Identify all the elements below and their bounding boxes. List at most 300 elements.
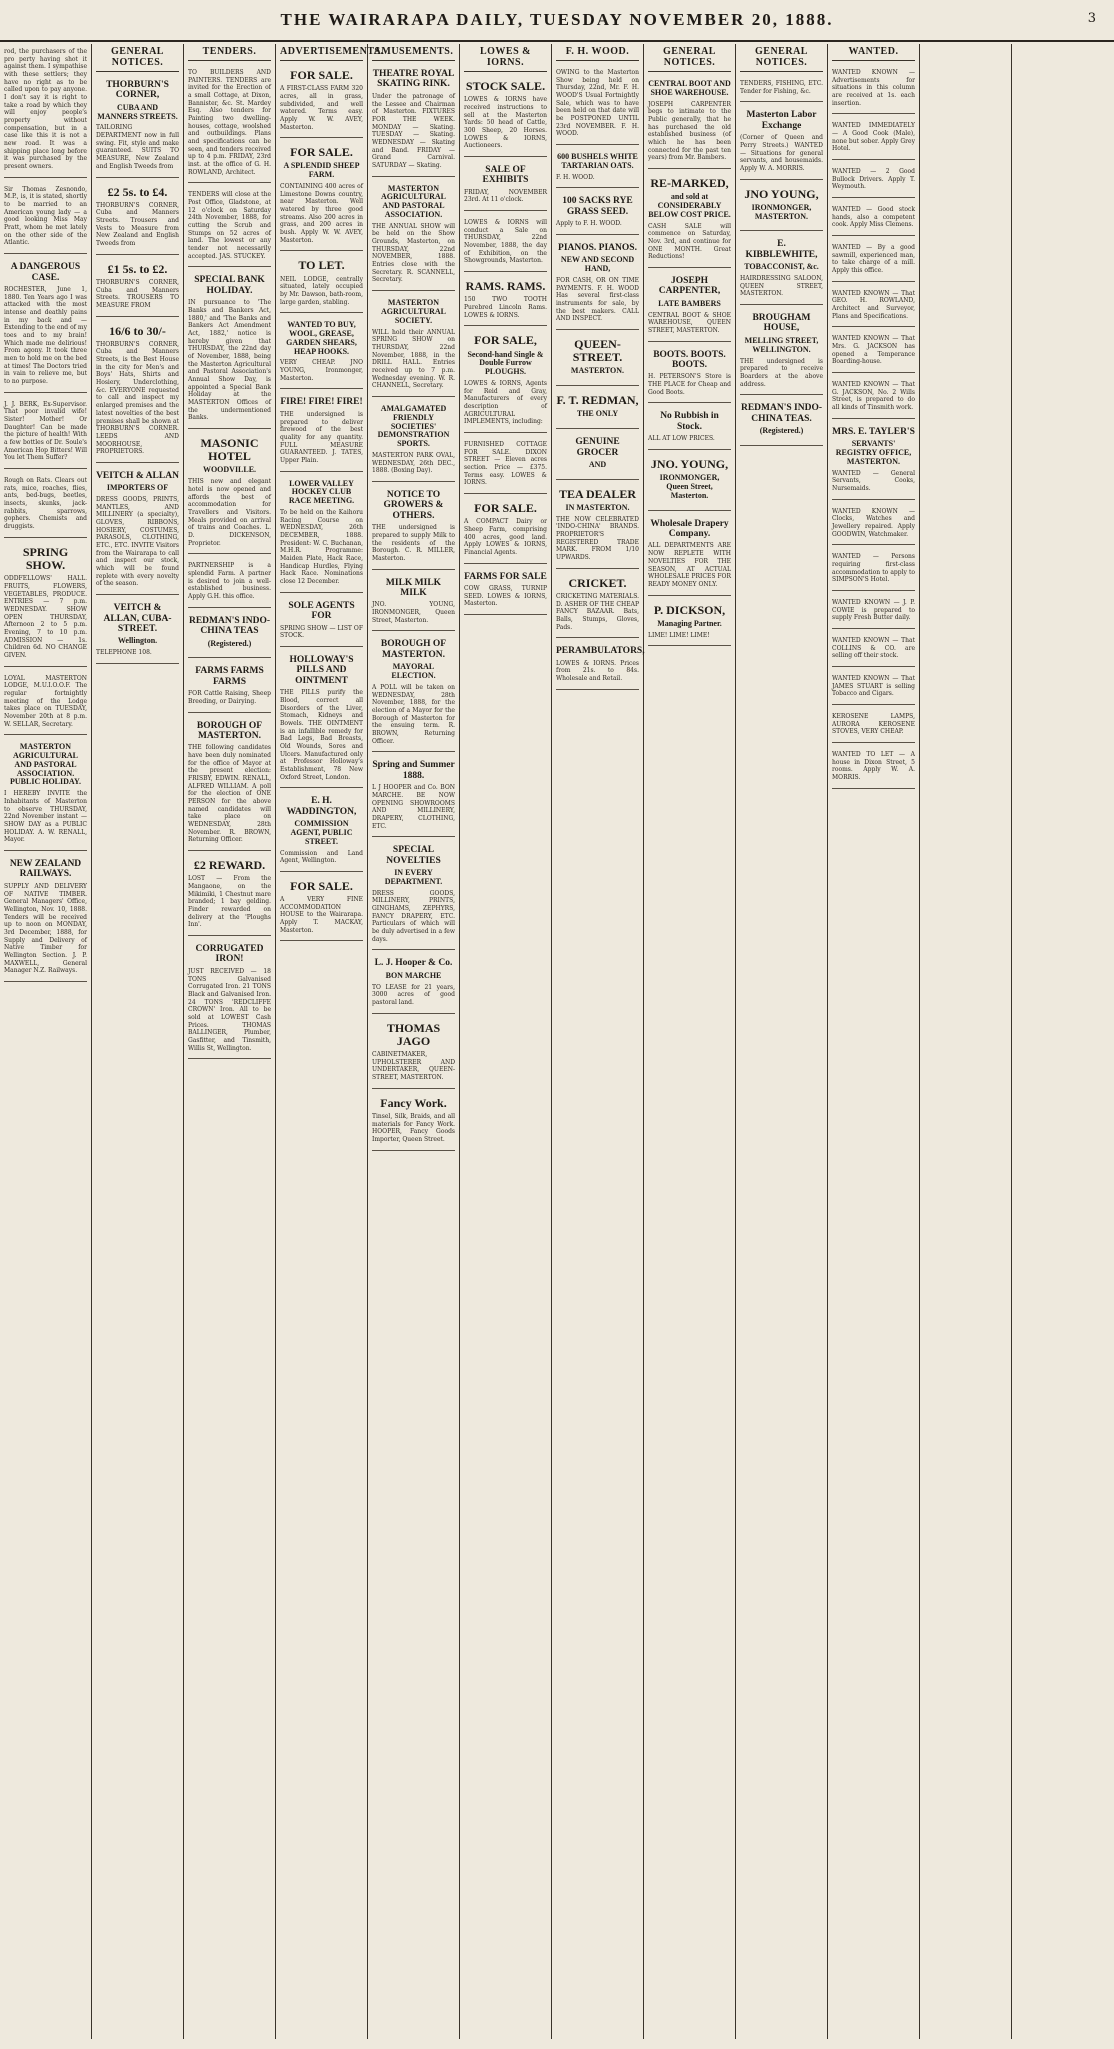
advertisement-block bbox=[648, 346, 731, 404]
advertisement-body: JNO. YOUNG, IRONMONGER, Queen Street, Masterton. bbox=[372, 601, 455, 624]
advertisement-body: Commission and Land Agent, Wellington. bbox=[280, 849, 363, 865]
advertisement-body: WANTED KNOWN — That COLLINS & CO. are selling off their stock. bbox=[832, 637, 915, 660]
advertisement-block bbox=[96, 467, 179, 595]
advertisement-body: ODDFELLOWS' HALL. FRUITS, FLOWERS, VEGETABLES, PRODUCE. ENTRIES — 7 p.m. WEDNESDAY. SHOW OPEN THURSDAY, Afternoon 2 to 5 p.m. Evening, 7 to 10 p.m. ADMISSION — 1s. Children 6d. NO CHANGE GIVEN. bbox=[4, 575, 87, 659]
column-heading: LOWES & IORNS. bbox=[464, 44, 547, 72]
advertisement-heading: REDMAN'S INDO-CHINA TEAS. bbox=[740, 403, 822, 424]
advertisement-block bbox=[372, 635, 455, 752]
advertisement-block bbox=[832, 377, 915, 419]
advertisement-subheading: IMPORTERS OF bbox=[106, 483, 169, 493]
advertisement-block bbox=[4, 182, 87, 254]
advertisement-body: JUST RECEIVED — 18 TONS Galvanised Corrugated Iron. 21 TONS Black and Galvanised Iron. 24 TONS 'REDCLIFFE CROWN' Iron. All to be sold at LOWEST Cash Prices. THOMAS BALLINGER, Plumber, Gasfitter, and Tinsmith, Willis St, Wellington. bbox=[188, 967, 271, 1052]
advertisement-heading: JNO YOUNG, bbox=[744, 186, 819, 201]
advertisement-body: THORBURN'S CORNER, Cuba and Manners Streets. TROUSERS TO MEASURE FROM bbox=[96, 278, 179, 309]
advertisement-block bbox=[188, 65, 271, 183]
advertisement-heading: MASTERTON AGRICULTURAL SOCIETY. bbox=[380, 298, 447, 325]
advertisement-heading: F. T. REDMAN, bbox=[556, 393, 639, 408]
advertisement-block bbox=[464, 498, 547, 564]
advertisement-subheading: IRONMONGER, MASTERTON. bbox=[751, 202, 812, 221]
advertisement-subheading: MASTERTON. bbox=[570, 366, 625, 376]
advertisement-heading: £1 5s. to £2. bbox=[107, 261, 168, 276]
advertisement-heading: SPECIAL BANK HOLIDAY. bbox=[194, 275, 265, 296]
advertisement-body: WANTED IMMEDIATELY — A Good Cook (Male), none but sober. Apply Grey Hotel. bbox=[832, 122, 915, 153]
column-5 bbox=[368, 44, 460, 2039]
advertisement-block bbox=[832, 65, 915, 114]
column-heading: TENDERS. bbox=[188, 44, 271, 61]
advertisement-body: 150 TWO TOOTH Purebred Lincoln Rams. LOWES & IORNS. bbox=[464, 296, 547, 319]
advertisement-heading: FOR SALE. bbox=[474, 500, 537, 515]
advertisement-heading: WANTED TO BUY, WOOL, GREASE, GARDEN SHEARS, HEAP HOOKS. bbox=[286, 320, 357, 356]
advertisement-block bbox=[464, 76, 547, 157]
advertisement-heading: THOMAS JAGO bbox=[386, 1020, 441, 1048]
advertisement-heading: JOSEPH CARPENTER, bbox=[658, 275, 721, 297]
advertisement-block bbox=[464, 161, 547, 211]
advertisement-heading: STOCK SALE. bbox=[465, 79, 546, 93]
advertisement-body: CABINETMAKER, UPHOLSTERER AND UNDERTAKER, QUEEN-STREET, MASTERTON. bbox=[372, 1051, 455, 1082]
advertisement-heading: £2 REWARD. bbox=[193, 858, 266, 873]
advertisement-heading: RE-MARKED, bbox=[650, 175, 729, 190]
advertisement-body: PARTNERSHIP is a splendid Farm. A partner is desired to join a well-established business. Apply G.H. this office. bbox=[188, 562, 271, 600]
advertisement-body: WANTED KNOWN — Clocks, Watches and Jewellery repaired. Apply GOODWIN, Watchmaker. bbox=[832, 507, 915, 538]
advertisement-block bbox=[740, 184, 823, 232]
advertisement-block bbox=[556, 65, 639, 145]
advertisement-block bbox=[556, 573, 639, 639]
advertisement-subheading: TOBACCONIST, &c. bbox=[744, 262, 819, 272]
advertisement-block bbox=[832, 331, 915, 373]
advertisement-body: THE NOW CELEBRATED 'INDO-CHINA' BRANDS. PROPRIETOR'S REGISTERED TRADE MARK. FROM 1/10 UPWARDS. bbox=[556, 515, 639, 562]
advertisement-body: Under the patronage of the Lessee and Chairman of Masterton. FIXTURES FOR THE WEEK. MONDAY — Skating. TUESDAY — Skating. WEDNESDAY — Skating and Band. FRIDAY — Grand Carnival. SATURDAY — Skating. bbox=[372, 92, 455, 169]
advertisement-heading: SALE OF EXHIBITS bbox=[482, 164, 529, 186]
advertisement-body: A POLL will be taken on WEDNESDAY, 28th November, 1888, for the election of a Mayor for the Borough of Masterton for the ensuing term. R. BROWN, Returning Officer. bbox=[372, 683, 455, 745]
advertisement-block bbox=[372, 1018, 455, 1089]
advertisement-heading: QUEEN-STREET. bbox=[572, 336, 623, 365]
advertisement-block bbox=[188, 855, 271, 936]
advertisement-heading: BOROUGH OF MASTERTON. bbox=[196, 720, 263, 741]
advertisement-block bbox=[4, 671, 87, 736]
column-2 bbox=[92, 44, 184, 2039]
advertisement-heading: A DANGEROUS CASE. bbox=[10, 262, 81, 283]
advertisement-heading: Wholesale Drapery Company. bbox=[650, 518, 729, 540]
advertisement-heading: FARMS FOR SALE bbox=[464, 571, 547, 582]
advertisement-subheading: LATE BAMBERS bbox=[658, 298, 721, 308]
advertisement-body: NEIL LODGE, centrally situated, lately occupied by Mr. Dawson, bath-room, large garden, stabling. bbox=[280, 275, 363, 306]
advertisement-block bbox=[96, 76, 179, 178]
advertisement-body: Apply to F. H. WOOD. bbox=[556, 220, 622, 228]
column-heading: WANTED. bbox=[832, 44, 915, 61]
advertisement-block bbox=[280, 597, 363, 647]
advertisement-heading: BOOTS. BOOTS. BOOTS. bbox=[653, 349, 726, 371]
advertisement-block bbox=[648, 454, 731, 511]
advertisement-block bbox=[188, 433, 271, 554]
advertisement-body: WANTED KNOWN — J. P. COWIE is prepared to supply Fresh Butter daily. bbox=[832, 599, 915, 622]
advertisement-heading: £2 5s. to £4. bbox=[107, 184, 168, 199]
advertisement-subheading: COMMISSION AGENT, PUBLIC STREET. bbox=[290, 819, 353, 846]
advertisement-block bbox=[648, 272, 731, 342]
advertisement-block bbox=[188, 717, 271, 852]
advertisement-block bbox=[280, 317, 363, 389]
advertisement-heading: CENTRAL BOOT AND SHOE WAREHOUSE. bbox=[648, 79, 731, 97]
advertisement-heading: MASTERTON AGRICULTURAL AND PASTORAL ASSOCIATION. PUBLIC HOLIDAY. bbox=[10, 742, 81, 787]
advertisement-block bbox=[188, 940, 271, 1059]
advertisement-subheading: Second-hand Single & Double Furrow PLOUGHS. bbox=[467, 349, 544, 377]
advertisement-subheading: AND bbox=[588, 459, 607, 469]
column-9 bbox=[736, 44, 828, 2039]
advertisement-heading: VEITCH & ALLAN bbox=[96, 470, 179, 481]
advertisement-heading: AMALGAMATED FRIENDLY SOCIETIES' DEMONSTRATION SPORTS. bbox=[377, 403, 450, 449]
advertisement-subheading: WOODVILLE. bbox=[202, 465, 257, 475]
advertisement-body: SUPPLY AND DELIVERY OF NATIVE TIMBER. General Managers' Office, Wellington, Nov. 10, 1888. Tenders will be received up to noon on MONDAY, 3rd December, 1888, for Supply and Delivery of Native Timber for Wellington Section. J. P. MAXWELL, General Manager N.Z. Railways. bbox=[4, 882, 87, 975]
advertisement-block bbox=[648, 407, 731, 450]
advertisement-heading: TEA DEALER bbox=[558, 486, 637, 501]
advertisement-block bbox=[740, 309, 823, 395]
advertisement-block bbox=[4, 542, 87, 667]
advertisement-body: SPRING SHOW — LIST OF STOCK. bbox=[280, 624, 363, 640]
column-3 bbox=[184, 44, 276, 2039]
advertisement-body: WANTED — By a good sawmill, experienced man, to take charge of a mill. Apply this office. bbox=[832, 244, 915, 275]
advertisement-heading: SPRING SHOW. bbox=[22, 544, 69, 572]
advertisement-block bbox=[372, 486, 455, 570]
advertisement-body: IN pursuance to 'The Banks and Bankers Act, 1880,' and 'The Banks and Bankers Act Amendment Act, 1882,' notice is hereby given that THURSDAY, the 22nd day of November, 1888, being the Masterton Agricultural and Pastoral Association's Annual Show Day, is appointed a Special Bank Holiday at the MASTERTON Offices of the undermentioned Banks. bbox=[188, 299, 271, 422]
advertisement-heading: FOR SALE, bbox=[474, 333, 537, 348]
advertisement-block bbox=[188, 612, 271, 659]
advertisement-heading: FOR SALE. bbox=[290, 68, 353, 82]
advertisement-body: WANTED KNOWN — That JAMES STUART is selling Tobacco and Cigars. bbox=[832, 675, 915, 698]
advertisement-body: JOSEPH CARPENTER begs to intimate to the Public generally, that he has purchased the old established business (of which he has been connected for the past ten years) from Mr. Bambers. bbox=[648, 100, 731, 162]
advertisement-block bbox=[280, 792, 363, 872]
advertisement-body: WANTED — Persons requiring first-class accommodation to apply to SIMPSON'S Hotel. bbox=[832, 553, 915, 584]
advertisement-heading: Fancy Work. bbox=[380, 1095, 447, 1110]
column-heading: ADVERTISEMENTS. bbox=[280, 44, 363, 61]
advertisement-block bbox=[740, 399, 823, 446]
advertisement-block bbox=[372, 295, 455, 397]
advertisement-block bbox=[96, 321, 179, 463]
advertisement-block bbox=[188, 558, 271, 607]
advertisement-body: WANTED KNOWN — Advertisements for situations in this column are received at 1s. each insertion. bbox=[832, 69, 915, 107]
advertisement-body: CONTAINING 400 acres of Limestone Downs country, near Masterton. Well watered by three good streams. Also 200 acres in grass, and 200 acres in bush. Apply W. W. AVEY, Masterton. bbox=[280, 183, 363, 244]
advertisement-body: A COMPACT Dairy or Sheep Farm, comprising 400 acres, good land. Apply LOWES & IORNS, Financial Agents. bbox=[464, 518, 547, 556]
advertisement-body: I HEREBY INVITE the Inhabitants of Masterton to observe THURSDAY, 22nd November instant — SHOW DAY as a PUBLIC HOLIDAY. A. W. RENALL, Mayor. bbox=[4, 790, 87, 844]
column-4 bbox=[276, 44, 384, 2039]
advertisement-subheading: THE ONLY bbox=[576, 409, 619, 419]
advertisement-heading: SOLE AGENTS FOR bbox=[288, 600, 355, 622]
advertisement-block bbox=[280, 65, 363, 138]
advertisement-body: CENTRAL BOOT & SHOE WAREHOUSE, QUEEN STREET, MASTERTON. bbox=[648, 311, 731, 334]
advertisement-body: rod, the purchasers of the pro perty having shot it against them. I sympathise with these settlers; they have no right as to be called upon to pay anyone. I don't say it is right to take a road by which they will enjoy people's property without compensation, but in a case like this it is not a new road. It was a shipping place long before it was purchased by the present owners. bbox=[4, 48, 87, 171]
advertisement-subheading: A SPLENDID SHEEP FARM. bbox=[283, 161, 360, 180]
advertisement-body: THORBURN'S CORNER, Cuba and Manners Streets. Trousers and Vests to Measure from New Zealand and English Tweeds from bbox=[96, 201, 179, 248]
advertisement-body: THE undersigned is prepared to deliver firewood of the best quality for any quantity. FULL MEASURE GUARANTEED. J. TATES, Upper Plain. bbox=[280, 410, 363, 464]
advertisement-heading: MASONIC HOTEL bbox=[200, 436, 259, 464]
advertisement-body: TELEPHONE 108. bbox=[96, 649, 152, 657]
advertisement-block bbox=[740, 76, 823, 102]
advertisement-body: To be held on the Kaihoru Racing Course on WEDNESDAY, 26th DECEMBER, 1888. President: W. C. Buchanan, M.H.R. Programme: Maiden Plate, Hack Race, Handicap Hurdles, Flying Hack Race. Nominations close 12 December. bbox=[280, 508, 363, 586]
advertisement-body: L J HOOPER and Co. BON MARCHE. BE NOW OPENING SHOWROOMS AND MILLINERY, DRAPERY, CLOTHING, ETC. bbox=[372, 784, 455, 830]
advertisement-body: A VERY FINE ACCOMMODATION HOUSE to the Wairarapa. Apply T. MACKAY, Masterton. bbox=[280, 896, 363, 934]
advertisement-block bbox=[464, 330, 547, 433]
advertisement-heading: RAMS. RAMS. bbox=[465, 279, 546, 294]
advertisement-block bbox=[4, 258, 87, 393]
advertisement-subheading: IN MASTERTON. bbox=[565, 502, 630, 512]
advertisement-block bbox=[556, 239, 639, 330]
advertisement-body: THORBURN'S CORNER, Cuba and Manners Streets, is the Best House in the city for Men's and Boys' Hats, Shirts and Hosiery, Underclothing, &c. EVERYONE requested to call and inspect my enlarged premises and the latest novelties of the best premises shall be shown at THORBURN'S CORNER. LEEDS AND MOORHOUSE, PROPRIETORS. bbox=[96, 340, 179, 456]
advertisement-block bbox=[832, 164, 915, 198]
advertisement-heading: 16/6 to 30/- bbox=[109, 323, 166, 338]
advertisement-heading: MASTERTON AGRICULTURAL AND PASTORAL ASSOCIATION. bbox=[380, 183, 447, 219]
advertisement-block bbox=[372, 181, 455, 292]
advertisement-body: WANTED KNOWN — That G. JACKSON, No. 2 Wills Street, is prepared to do all kinds of Tinsmith work. bbox=[832, 381, 915, 412]
advertisement-body: WANTED — 2 Good Bullock Drivers. Apply T. Weymouth. bbox=[832, 168, 915, 191]
advertisement-block bbox=[556, 334, 639, 386]
advertisement-heading: FOR SALE. bbox=[290, 878, 353, 893]
advertisement-body: J. J. BERK, Ex-Supervisor. That poor invalid wife! Sister! Mother! Or Daughter! Can be made the picture of health! With a few bottles of Dr. Soule's American Hop Bitters! Will You let Them Suffer? bbox=[4, 400, 87, 462]
advertisement-block bbox=[280, 476, 363, 593]
advertisement-block bbox=[648, 173, 731, 268]
column-heading: GENERAL NOTICES. bbox=[648, 44, 731, 72]
advertisement-heading: REDMAN'S INDO-CHINA TEAS bbox=[188, 615, 270, 637]
advertisement-block bbox=[832, 423, 915, 500]
advertisement-subheading: MAYORAL ELECTION. bbox=[391, 662, 436, 681]
advertisement-block bbox=[464, 437, 547, 494]
advertisement-subheading: BON MARCHE bbox=[385, 970, 442, 980]
advertisement-body: WANTED KNOWN — That GEO. H. ROWLAND, Architect and Surveyor, Plans and Specifications. bbox=[832, 289, 915, 320]
advertisement-body: Rough on Rats. Clears out rats, mice, roaches, flies, ants, bed-bugs, beetles, insects, skunks, jack-rabbits, sparrows, gophers. Chemists and druggists. bbox=[4, 477, 87, 531]
advertisement-body: THIS new and elegant hotel is now opened and affords the best of accommodation for Travellers and Visitors. Meals provided on arrival of trains and Coaches. L. D. DICKENSON, Proprietor. bbox=[188, 478, 271, 547]
advertisement-body: FOR CASH, OR ON TIME PAYMENTS. F. H. WOOD Has several first-class instruments for sale, by the best makers. CALL AND INSPECT. bbox=[556, 276, 639, 323]
advertisement-block bbox=[372, 1093, 455, 1151]
advertisement-subheading: and sold at CONSIDERABLY BELOW COST PRICE. bbox=[648, 192, 731, 219]
advertisement-body: MASTERTON PARK OVAL, WEDNESDAY, 26th DEC., 1888. (Boxing Day). bbox=[372, 451, 455, 475]
advertisement-block bbox=[832, 202, 915, 236]
advertisement-body: Sir Thomas Zesnondo, M.P., is, it is stated, shortly to be married to an American young lady — a good looking Miss May Pratt, whom he met lately on the other side of the Atlantic. bbox=[4, 185, 87, 247]
advertisement-heading: L. J. Hooper & Co. bbox=[374, 958, 453, 969]
advertisement-heading: VEITCH & ALLAN, CUBA-STREET. bbox=[103, 603, 172, 635]
advertisement-body: THE undersigned is prepared to supply Milk to the residents of the Borough. C. R. MILLER, Masterton. bbox=[372, 524, 455, 562]
advertisement-body: (Corner of Queen and Perry Streets.) WANTED — Situations for general servants, and housemaids. Apply W. A. MORRIS. bbox=[740, 134, 823, 172]
advertisement-heading: CORRUGATED IRON! bbox=[195, 944, 264, 965]
advertisement-block bbox=[96, 259, 179, 317]
advertisement-block bbox=[832, 747, 915, 789]
advertisement-heading: P. DICKSON, bbox=[653, 602, 726, 617]
advertisement-body: WANTED — Good stock hands, also a competent cook. Apply Miss Clemens. bbox=[832, 206, 915, 229]
advertisement-block bbox=[832, 504, 915, 546]
advertisement-body: ALL AT LOW PRICES. bbox=[648, 435, 715, 443]
advertisement-body: THE following candidates have been duly nominated for the office of Mayor at the present election: FRISBY, EDWIN. RENALL, ALFRED WILLIAM. A poll for the election of ONE PERSON for the above named candidates will take place on WEDNESDAY, 28th November. R. BROWN, Returning Officer. bbox=[188, 744, 271, 844]
advertisement-body: VERY CHEAP. JNO YOUNG, Ironmonger, Masterton. bbox=[280, 359, 363, 382]
advertisement-subheading: CUBA AND MANNERS STREETS. bbox=[97, 102, 178, 121]
advertisement-heading: BROUGHAM HOUSE, bbox=[752, 313, 811, 334]
advertisement-heading: No Rubbish in Stock. bbox=[660, 411, 719, 432]
advertisement-heading: THEATRE ROYAL SKATING RINK. bbox=[372, 69, 455, 90]
advertisement-body: DRESS GOODS, PRINTS, MANTLES, AND MILLINERY (a specialty), GLOVES, RIBBONS, HOSIERY, COSTUMES, PARASOLS, CLOTHING, ETC., ETC. INVITE Visitors from the Wairarapa to call and inspect our stock, which will be found replete with every novelty of the season. bbox=[96, 496, 179, 588]
advertisement-block bbox=[648, 515, 731, 596]
column-10 bbox=[828, 44, 920, 2039]
advertisement-body: TAILORING DEPARTMENT now in full swing. Fit, style and make guaranteed. SUITS TO MEASURE, New Zealand and English Tweeds from bbox=[96, 124, 179, 170]
advertisement-block bbox=[832, 709, 915, 743]
advertisement-block bbox=[556, 192, 639, 235]
advertisement-body: TENDERS, FISHING, ETC. Tender for Fishing, &c. bbox=[740, 80, 823, 95]
advertisement-heading: E. KIBBLEWHITE, bbox=[745, 239, 818, 260]
advertisement-subheading: IRONMONGER, Queen Street, Masterton. bbox=[659, 473, 720, 500]
advertisement-body: THE undersigned is prepared to receive Boarders at the above address. bbox=[740, 357, 823, 388]
advertisement-block bbox=[96, 599, 179, 664]
column-7 bbox=[552, 44, 644, 2039]
advertisement-body: TO BUILDERS AND PAINTERS. TENDERS are invited for the Erection of a small Cottage, at Dixon, Bannister, &c. St. Mardey Esq. Also tenders for Painting two dwelling-houses, cottage, woolshed and outbuildings. Plans and specifications can be seen, and tenders received up to 4 p.m. FRIDAY, 23rd inst. at the office of G. H. ROWLAND, Architect. bbox=[188, 69, 271, 176]
advertisement-heading: NOTICE TO GROWERS & OTHERS. bbox=[383, 489, 444, 521]
advertisement-heading: Spring and Summer 1888. bbox=[372, 760, 455, 781]
advertisement-body: COW GRASS, TURNIP SEED. LOWES & IORNS, Masterton. bbox=[464, 584, 547, 608]
advertisement-body: FRIDAY, NOVEMBER 23rd. At 11 o'clock. bbox=[464, 188, 547, 204]
advertisement-body: FURNISHED COTTAGE FOR SALE. DIXON STREET — Eleven acres section. Price — £375. Terms easy. LOWES & IORNS. bbox=[464, 440, 547, 487]
advertisement-block bbox=[372, 574, 455, 632]
advertisement-body: LOWES & IORNS. Prices from 21s. to 84s. Wholesale and Retail. bbox=[556, 659, 639, 683]
advertisement-heading: E. H. WADDINGTON, bbox=[286, 796, 357, 817]
advertisement-heading: MILK MILK MILK bbox=[385, 577, 442, 599]
advertisement-heading: 100 SACKS RYE GRASS SEED. bbox=[562, 196, 633, 217]
advertisement-block bbox=[832, 118, 915, 160]
advertisement-heading: LOWER VALLEY HOCKEY CLUB RACE MEETING. bbox=[288, 478, 355, 506]
advertisement-block bbox=[556, 433, 639, 480]
advertisement-heading: THORBURN'S CORNER, bbox=[106, 80, 169, 101]
advertisement-block bbox=[4, 855, 87, 982]
column-12 bbox=[1012, 44, 1104, 2039]
advertisement-body: LOWES & IORNS will conduct a Sale on THURSDAY, 22nd November, 1888, the day of Exhibition, on the Showgrounds, Masterton. bbox=[464, 219, 547, 265]
advertisement-heading: FARMS FARMS FARMS bbox=[195, 666, 264, 687]
advertisement-heading: PIANOS. PIANOS. bbox=[558, 242, 637, 253]
advertisement-heading: CRICKET. bbox=[568, 575, 627, 590]
advertisement-block bbox=[832, 595, 915, 629]
advertisement-subheading: (Registered.) bbox=[759, 426, 804, 436]
advertisement-block bbox=[372, 841, 455, 950]
column-8 bbox=[644, 44, 736, 2039]
advertisement-block bbox=[280, 876, 363, 942]
column-1 bbox=[0, 44, 92, 2039]
advertisement-subheading: NEW AND SECOND HAND, bbox=[560, 255, 635, 274]
advertisement-block bbox=[832, 633, 915, 667]
advertisement-block bbox=[372, 401, 455, 482]
advertisement-subheading: MELLING STREET, WELLINGTON. bbox=[744, 335, 819, 354]
advertisement-body: LOWES & IORNS have received instructions to sell at the Masterton Yards: 50 head of Cattle, 300 Sheep, 20 Horses. LOWES & IORNS, Auctioneers. bbox=[464, 96, 547, 150]
advertisement-block bbox=[556, 149, 639, 188]
advertisement-body: ROCHESTER, June 1, 1880. Ten Years ago I was attacked with the most intense and deathly pains in my back and — Extending to the end of my toes and to my brain! Which made me delirious! From agony. It took three men to hold me on the bed at times! The Doctors tried in vain to relieve me, but to no purpose. bbox=[4, 286, 87, 386]
advertisement-body: LOWES & IORNS, Agents for Reid and Gray, Manufacturers of every description of AGRICULTURAL IMPLEMENTS, including: bbox=[464, 379, 547, 426]
advertisement-heading: MRS. E. TAYLER'S bbox=[832, 426, 915, 437]
advertisement-block bbox=[96, 182, 179, 255]
advertisement-body: FOR Cattle Raising, Sheep Breeding, or Dairying. bbox=[188, 690, 271, 705]
advertisement-heading: GENUINE GROCER bbox=[575, 437, 620, 458]
advertisement-body: CRICKETING MATERIALS. D. ASHER OF THE CHEAP FANCY BAZAAR. Bats, Balls, Stumps, Gloves, Pads. bbox=[556, 592, 639, 631]
advertisement-block bbox=[556, 642, 645, 689]
advertisement-block bbox=[464, 215, 547, 272]
column-heading: GENERAL NOTICES. bbox=[96, 44, 179, 72]
advertisement-block bbox=[556, 484, 639, 569]
advertisement-body: ALL DEPARTMENTS ARE NOW REPLETE WITH NOVELTIES FOR THE SEASON, AT ACTUAL WHOLESALE PRICES FOR READY MONEY ONLY. bbox=[648, 542, 731, 588]
advertisement-block bbox=[832, 549, 915, 591]
advertisement-body: LIME! LIME! LIME! bbox=[648, 631, 710, 639]
advertisement-block bbox=[188, 187, 271, 267]
column-heading: GENERAL NOTICES. bbox=[740, 44, 823, 72]
advertisement-body: THE PILLS purify the Blood, correct all Disorders of the Liver, Stomach, Kidneys and Bowels. THE OINTMENT is an infallible remedy for Bad Legs, Bad Breasts, Old Wounds, Sores and Ulcers. Manufactured only at Professor Holloway's Establishment, 78 New Oxford Street, London. bbox=[280, 689, 363, 781]
advertisement-block bbox=[464, 568, 547, 615]
advertisement-block bbox=[280, 142, 363, 251]
column-heading: F. H. WOOD. bbox=[556, 44, 639, 61]
advertisement-body: DRESS GOODS, MILLINERY, PRINTS, GINGHAMS, ZEPHYRS, FANCY DRAPERY, ETC. Particulars of which will be duly advertised in a few days. bbox=[372, 889, 455, 943]
advertisement-body: WILL hold their ANNUAL SPRING SHOW on THURSDAY, 22nd November, 1888, in the DRILL HALL. Entries received up to 7 p.m. Wednesday evening. W. R. CHANNELL, Secretary. bbox=[372, 328, 455, 390]
advertisement-body: OWING to the Masterton Show being held on Thursday, 22nd, Mr. F. H. WOOD'S Usual Fortnightly Sale, which was to have been held on that date will be POSTPONED UNTIL 23rd NOVEMBER. F. H. WOOD. bbox=[556, 69, 639, 138]
advertisement-body: CASH SALE will commence on Saturday, Nov. 3rd, and continue for ONE MONTH. Great Reductions! bbox=[648, 222, 731, 261]
advertisement-body: HAIRDRESSING SALOON, QUEEN STREET, MASTERTON. bbox=[740, 275, 823, 298]
advertisement-body: TENDERS will close at the Post Office, Gladstone, at 12 o'clock on Saturday 24th November, 1888, for cutting the Scrub and Stumps on 52 acres of land. The lowest or any tender not necessarily accepted. JAS. STUCKEY. bbox=[188, 191, 271, 260]
advertisement-heading: SPECIAL NOVELTIES bbox=[386, 845, 441, 866]
advertisement-heading: BOROUGH OF MASTERTON. bbox=[380, 639, 447, 660]
column-11 bbox=[920, 44, 1012, 2039]
advertisement-block bbox=[280, 255, 363, 313]
advertisement-body: LOST — From the Mangaone, on the Mikimiki, 1 Chestnut mare branded; 1 bay gelding. Finder rewarded on delivery at the 'Ploughs Inn'. bbox=[188, 875, 271, 929]
advertisement-block bbox=[372, 756, 455, 837]
advertisement-subheading: Managing Partner. bbox=[657, 618, 722, 628]
masthead bbox=[0, 0, 1114, 42]
column-grid bbox=[0, 44, 1114, 2039]
advertisement-heading: HOLLOWAY'S PILLS AND OINTMENT bbox=[289, 654, 354, 686]
advertisement-subheading: Wellington. bbox=[117, 636, 158, 646]
advertisement-block bbox=[556, 390, 639, 429]
advertisement-heading: Masterton Labor Exchange bbox=[746, 110, 817, 131]
advertisement-block bbox=[4, 473, 87, 538]
column-6 bbox=[460, 44, 552, 2039]
advertisement-body: Tinsel, Silk, Braids, and all materials for Fancy Work. HOOPER, Fancy Goods Importer, Queen Street. bbox=[372, 1112, 455, 1143]
advertisement-block bbox=[832, 240, 915, 282]
page-number: 3 bbox=[1087, 11, 1096, 26]
advertisement-heading: TO LET. bbox=[298, 258, 345, 273]
advertisement-block bbox=[188, 662, 271, 712]
advertisement-block bbox=[188, 271, 271, 429]
advertisement-block bbox=[740, 235, 823, 305]
advertisement-body: LOYAL MASTERTON LODGE, M.U.I.O.O.F. The regular fortnightly meeting of the Lodge takes place on TUESDAY, November 20th at 8 p.m. W. SELLAR, Secretary. bbox=[4, 674, 87, 728]
advertisement-subheading: IN EVERY DEPARTMENT. bbox=[384, 868, 443, 886]
advertisement-body: A FIRST-CLASS FARM 320 acres, all in grass, subdivided, and well watered. Terms easy. Apply W. W. AVEY, Masterton. bbox=[280, 85, 363, 131]
advertisement-body: THE ANNUAL SHOW will be held on the Show Grounds, Masterton, on THURSDAY, 22nd NOVEMBER, 1888. Entries close with the Secretary. R. SCANNELL, Secretary. bbox=[372, 222, 455, 284]
advertisement-block bbox=[740, 106, 823, 179]
advertisement-block bbox=[648, 76, 731, 169]
advertisement-block bbox=[4, 397, 87, 469]
advertisement-heading: FOR SALE. bbox=[290, 145, 353, 160]
advertisement-subheading: SERVANTS' REGISTRY OFFICE, MASTERTON. bbox=[835, 439, 912, 466]
advertisement-block bbox=[832, 286, 915, 328]
advertisement-heading: 600 BUSHELS WHITE TARTARIAN OATS. bbox=[557, 152, 638, 170]
advertisement-heading: JNO. YOUNG, bbox=[650, 457, 729, 472]
advertisement-body: KEROSENE LAMPS, AURORA KEROSENE STOVES, VERY CHEAP. bbox=[832, 713, 915, 736]
advertisement-block bbox=[648, 600, 731, 647]
advertisement-body: F. H. WOOD. bbox=[556, 173, 595, 181]
advertisement-body: WANTED KNOWN — That Mrs. G. JACKSON has opened a Temperance Boarding-house. bbox=[832, 335, 915, 366]
advertisement-body: TO LEASE for 21 years, 3000 acres of good pastoral land. bbox=[372, 983, 455, 1006]
advertisement-heading: NEW ZEALAND RAILWAYS. bbox=[9, 858, 82, 880]
advertisement-block bbox=[280, 393, 363, 471]
advertisement-body: WANTED TO LET — A house in Dixon Street, 5 rooms. Apply W. A. MORRIS. bbox=[832, 751, 915, 782]
advertisement-body: WANTED — General Servants, Cooks, Nursemaids. bbox=[832, 469, 915, 492]
advertisement-heading: FIRE! FIRE! FIRE! bbox=[280, 397, 363, 408]
advertisement-body: H. PETERSON'S Store is THE PLACE for Cheap and Good Boots. bbox=[648, 373, 731, 396]
advertisement-block bbox=[4, 44, 87, 178]
column-heading: AMUSEMENTS. bbox=[372, 44, 455, 61]
advertisement-block bbox=[372, 65, 455, 177]
advertisement-heading: PERAMBULATORS, bbox=[556, 646, 645, 657]
newspaper-title: THE WAIRARAPA DAILY, TUESDAY NOVEMBER 20, 1888. bbox=[280, 10, 834, 29]
advertisement-block bbox=[372, 954, 455, 1013]
advertisement-block bbox=[832, 671, 915, 705]
advertisement-block bbox=[464, 276, 547, 326]
advertisement-block bbox=[280, 651, 363, 788]
advertisement-block bbox=[4, 739, 87, 851]
